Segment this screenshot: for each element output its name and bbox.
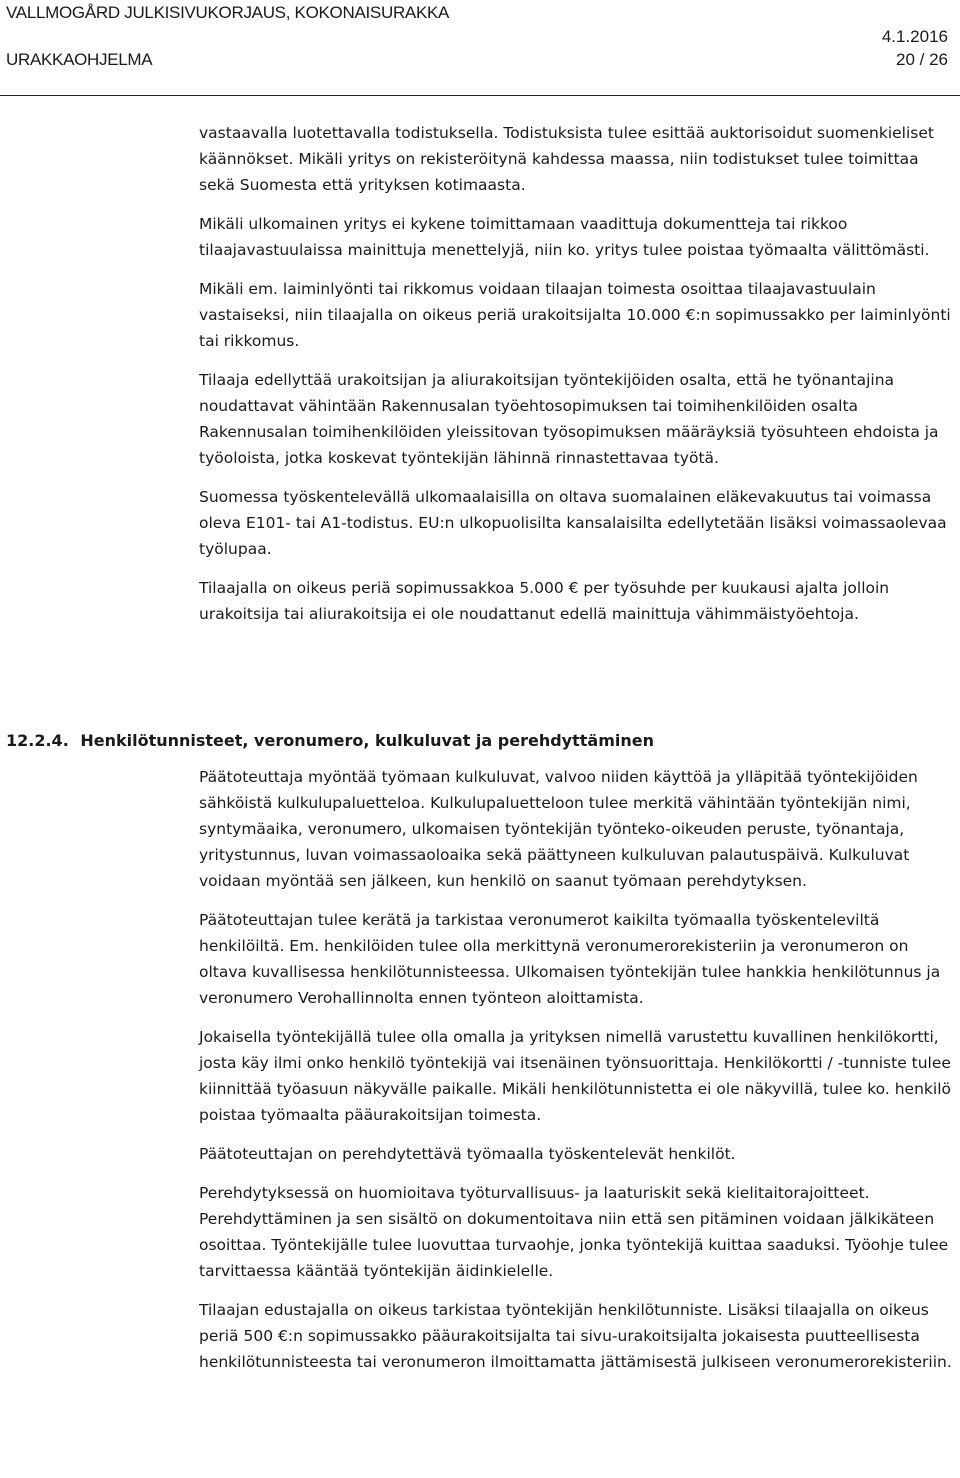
- section-body: [199, 764, 957, 1388]
- page-header: [0, 0, 960, 100]
- body-paragraph: Perehdytyksessä on huomioitava työturvallisuus- ja laaturiskit sekä kielitaitorajoitteet. Perehdyttäminen ja sen sisältö on dokumentoitava niin että sen pitäminen voidaan jälkikäteen osoittaa. Työntekijälle tulee luovuttaa turvaohje, jonka työntekijä kuittaa saaduksi. Työohje tulee tarvittaessa kääntää työntekijän äidinkielelle.: [199, 1184, 949, 1280]
- body-paragraph: Tilaajan edustajalla on oikeus tarkistaa työntekijän henkilötunniste. Lisäksi tilaajalla on oikeus periä 500 €:n sopimussakko pääurakoitsijalta tai sivu-urakoitsijalta jokaisesta puutteellisesta henkilötunnisteesta tai veronumeron ilmoittamatta jättämisestä julkiseen veronumerorekisteriin.: [199, 1301, 952, 1371]
- section-heading: [6, 731, 654, 750]
- body-paragraph: Suomessa työskentelevällä ulkomaalaisilla on oltava suomalainen eläkevakuutus tai voimassa oleva E101- tai A1-todistus. EU:n ulkopuolisilta kansalaisilta edellytetään lisäksi voimassaolevaa työlupaa.: [199, 488, 947, 558]
- document-title: VALLMOGÅRD JULKISIVUKORJAUS, KOKONAISURAKKA: [6, 3, 450, 22]
- body-paragraph: vastaavalla luotettavalla todistuksella. Todistuksista tulee esittää auktorisoidut suomenkieliset käännökset. Mikäli yritys on rekisteröitynä kahdessa maassa, niin todistukset tulee toimittaa sekä Suomesta että yrityksen kotimaasta.: [199, 124, 934, 194]
- document-subtitle: URAKKAOHJELMA: [6, 50, 153, 69]
- section-number: 12.2.4.: [6, 731, 69, 750]
- page-number: 20 / 26: [896, 50, 948, 69]
- body-paragraph: Päätoteuttajan on perehdytettävä työmaalla työskentelevät henkilöt.: [199, 1145, 736, 1163]
- header-rule: [0, 95, 960, 96]
- body-paragraph: Päätoteuttajan tulee kerätä ja tarkistaa veronumerot kaikilta työmaalla työskenteleviltä henkilöiltä. Em. henkilöiden tulee olla merkittynä veronumerorekisteriin ja veronumeron on oltava kuvallisessa henkilötunnisteessa. Ulkomaisen työntekijän tulee hankkia henkilötunnus ja veronumero Verohallinnolta ennen työnteon aloittamista.: [199, 911, 941, 1007]
- body-paragraph: Jokaisella työntekijällä tulee olla omalla ja yrityksen nimellä varustettu kuvallinen henkilökortti, josta käy ilmi onko henkilö työntekijä vai itsenäinen työnsuorittaja. Henkilökortti / -tunniste tulee kiinnittää työasuun näkyvälle paikalle. Mikäli henkilötunnistetta ei ole näkyvillä, tulee ko. henkilö poistaa työmaalta pääurakoitsijan toimesta.: [199, 1028, 951, 1124]
- body-paragraph: Päätoteuttaja myöntää työmaan kulkuluvat, valvoo niiden käyttöä ja ylläpitää työntekijöiden sähköistä kulkulupaluetteloa. Kulkulupaluetteloon tulee merkitä vähintään työntekijän nimi, syntymäaika, veronumero, ulkomaisen työntekijän työnteko-oikeuden peruste, työnantaja, yritystunnus, luvan voimassaoloaika sekä päättyneen kulkuluvan palautuspäivä. Kulkuluvat voidaan myöntää sen jälkeen, kun henkilö on saanut työmaan perehdytyksen.: [199, 768, 918, 890]
- body-paragraph: Tilaajalla on oikeus periä sopimussakkoa 5.000 € per työsuhde per kuukausi ajalta jolloin urakoitsija tai aliurakoitsija ei ole noudattanut edellä mainittuja vähimmäistyöehtoja.: [199, 579, 890, 623]
- body-paragraph: Tilaaja edellyttää urakoitsijan ja aliurakoitsijan työntekijöiden osalta, että he työnantajina noudattavat vähintään Rakennusalan työehtosopimuksen tai toimihenkilöiden osalta Rakennusalan toimihenkilöiden yleissitovan työsopimuksen määräyksiä työsuhteen ehdoista ja työoloista, jotka koskevat työntekijän lähinnä rinnastettavaa työtä.: [199, 371, 939, 467]
- document-date: 4.1.2016: [881, 27, 948, 46]
- intro-body: [199, 120, 957, 640]
- body-paragraph: Mikäli ulkomainen yritys ei kykene toimittamaan vaadittuja dokumentteja tai rikkoo tilaajavastuulaissa mainittuja menettelyjä, niin ko. yritys tulee poistaa työmaalta välittömästi.: [199, 215, 930, 259]
- body-paragraph: Mikäli em. laiminlyönti tai rikkomus voidaan tilaajan toimesta osoittaa tilaajavastuulain vastaiseksi, niin tilaajalla on oikeus periä urakoitsijalta 10.000 €:n sopimussakko per laiminlyönti tai rikkomus.: [199, 280, 951, 350]
- section-title: Henkilötunnisteet, veronumero, kulkuluvat ja perehdyttäminen: [80, 731, 654, 750]
